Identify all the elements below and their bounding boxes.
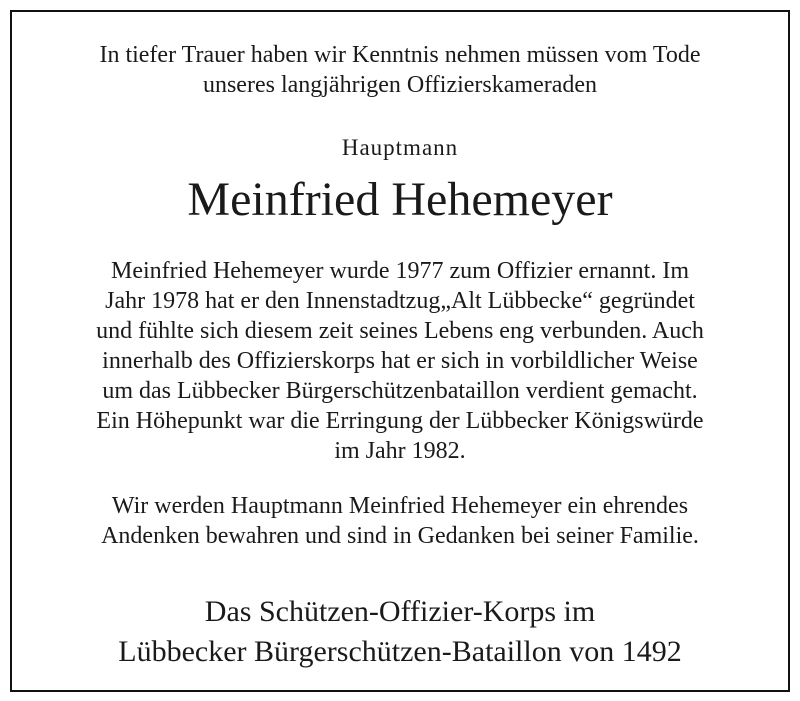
notice-border <box>10 10 790 692</box>
biography-line: Jahr 1978 hat er den Innenstadtzug„Alt Lübbecke“ gegründet <box>105 288 695 314</box>
closing-text <box>12 491 788 551</box>
biography-line: und fühlte sich diesem zeit seines Lebens eng verbunden. Auch <box>96 318 704 344</box>
signature-block <box>12 592 788 672</box>
biography-line: Ein Höhepunkt war die Erringung der Lübbecker Königswürde <box>96 408 704 434</box>
closing-line: Wir werden Hauptmann Meinfried Hehemeyer ein ehrendes <box>111 493 689 519</box>
biography-text <box>12 256 788 466</box>
biography-line: um das Lübbecker Bürgerschützenbataillon verdient gemacht. <box>102 378 698 404</box>
rank-title: Hauptmann <box>341 135 459 160</box>
biography-line: im Jahr 1982. <box>334 438 466 464</box>
closing-line: Andenken bewahren und sind in Gedanken bei seiner Familie. <box>101 523 699 549</box>
signature-line: Das Schützen-Offizier-Korps im <box>204 595 596 628</box>
intro-line: unseres langjährigen Offizierskameraden <box>202 72 598 98</box>
signature-line: Lübbecker Bürgerschützen-Bataillon von 1492 <box>118 635 682 668</box>
biography-line: innerhalb des Offizierskorps hat er sich in vorbildlicher Weise <box>102 348 698 374</box>
intro-text <box>12 40 788 100</box>
biography-line: Meinfried Hehemeyer wurde 1977 zum Offizier ernannt. Im <box>110 258 689 284</box>
deceased-name: Meinfried Hehemeyer <box>187 173 613 226</box>
intro-line: In tiefer Trauer haben wir Kenntnis nehmen müssen vom Tode <box>99 42 701 68</box>
